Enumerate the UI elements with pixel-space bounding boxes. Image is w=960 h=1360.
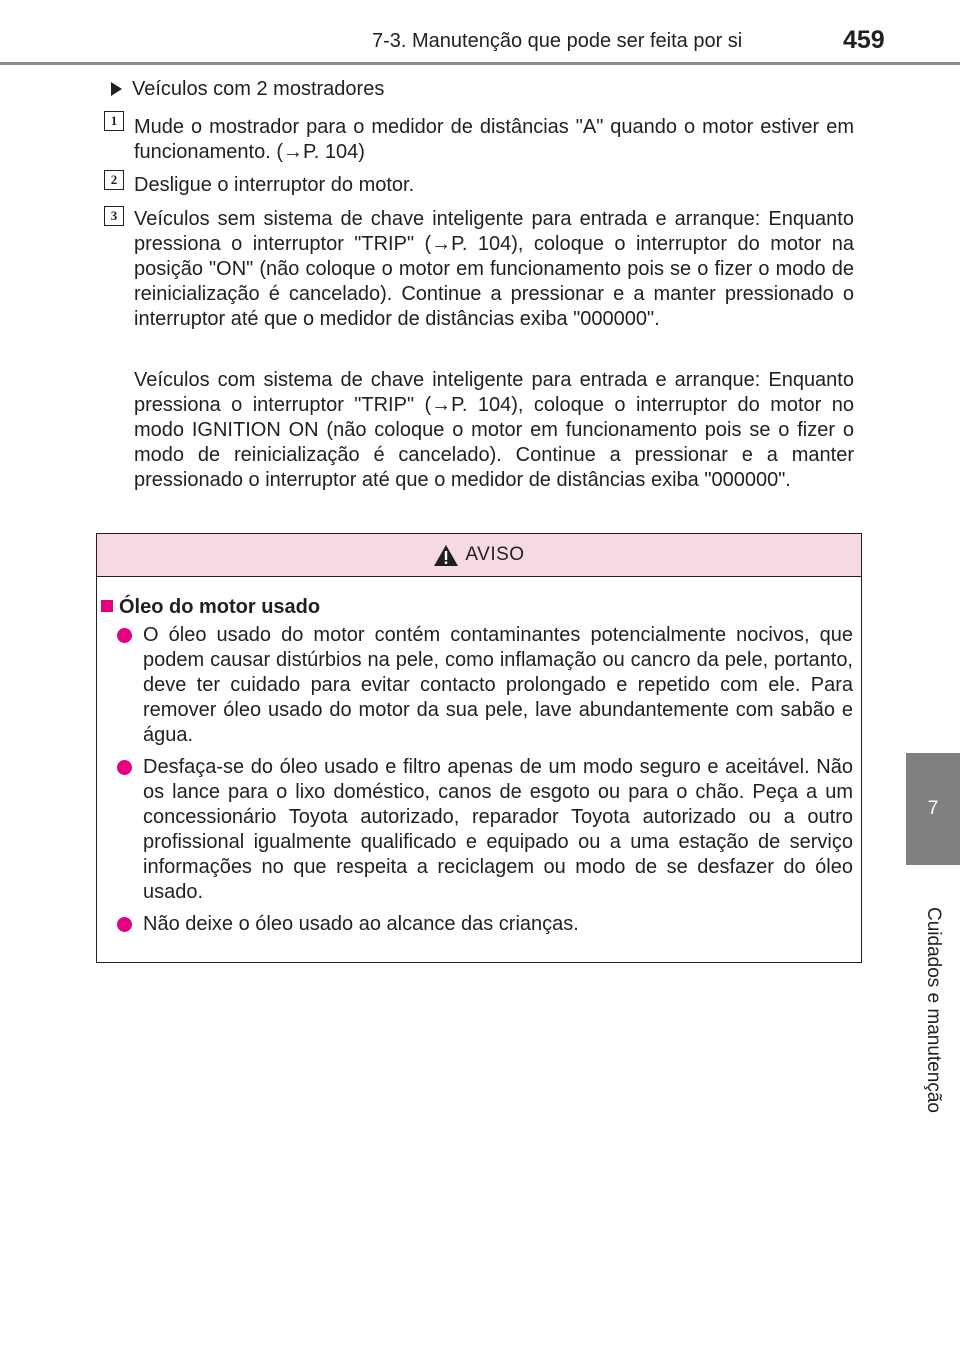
header-divider bbox=[0, 62, 960, 65]
page-number: 459 bbox=[843, 26, 885, 54]
chapter-title: Cuidados e manutenção bbox=[923, 907, 944, 1113]
section-title: 7-3. Manutenção que pode ser feita por si bbox=[372, 30, 743, 52]
warning-box bbox=[96, 533, 862, 963]
triangle-bullet-icon bbox=[111, 82, 122, 96]
variant-heading bbox=[111, 78, 384, 101]
chapter-number: 7 bbox=[927, 798, 939, 819]
step-number-badge: 3 bbox=[104, 206, 124, 226]
warning-title-text: Óleo do motor usado bbox=[119, 596, 321, 618]
circle-bullet-icon bbox=[117, 760, 132, 775]
warning-header bbox=[97, 534, 861, 577]
warning-item: Não deixe o óleo usado ao alcance das crianças. bbox=[143, 913, 579, 935]
warning-triangle-icon bbox=[433, 544, 459, 567]
square-bullet-icon bbox=[101, 600, 113, 612]
chapter-tab bbox=[906, 753, 960, 865]
step-text: Mude o mostrador para o medidor de distâncias "A" quando o motor estiver em funcionamento. (→P. 104) bbox=[134, 116, 854, 163]
warning-label: AVISO bbox=[465, 544, 525, 565]
warning-title bbox=[101, 596, 320, 619]
warning-item: O óleo usado do motor contém contaminantes potencialmente nocivos, que podem causar distúrbios na pele, como inflamação ou cancro da pele, portanto, deve ter cuidado para evitar contacto prolongado e repetido com ele. Para remover óleo usado do motor da sua pele, lave abundantemente com sabão e água. bbox=[143, 624, 853, 746]
step-number-badge: 2 bbox=[104, 170, 124, 190]
circle-bullet-icon bbox=[117, 628, 132, 643]
step-number-badge: 1 bbox=[104, 111, 124, 131]
variant-label: Veículos com 2 mostradores bbox=[132, 78, 385, 100]
warning-item: Desfaça-se do óleo usado e filtro apenas de um modo seguro e aceitável. Não os lance para o lixo doméstico, canos de esgoto ou para o chão. Peça a um concessionário Toyota autorizado, reparador Toyota autorizado ou a outro profissional igualmente qualificado e equipado ou a uma estação de serviço informações no que respeita a reciclagem ou modo de se desfazer do óleo usado. bbox=[143, 756, 853, 903]
step-text-continued: Veículos com sistema de chave inteligente para entrada e arranque: Enquanto pressiona o interruptor "TRIP" (→P. 104), coloque o interruptor do motor no modo IGNITION ON (não coloque o motor em funcionamento pois se o fizer o modo de reinicialização é cancelado). Continue a pressionar e a manter pressionado o interruptor até que o medidor de distâncias exiba "000000". bbox=[134, 369, 854, 491]
circle-bullet-icon bbox=[117, 917, 132, 932]
step-text: Desligue o interruptor do motor. bbox=[134, 174, 415, 196]
step-text: Veículos sem sistema de chave inteligente para entrada e arranque: Enquanto pressiona o interruptor "TRIP" (→P. 104), coloque o interruptor do motor na posição "ON" (não coloque o motor em funcionamento pois se o fizer o modo de reinicialização é cancelado). Continue a pressionar e a manter pressionado o interruptor até que o medidor de distâncias exiba "000000". bbox=[134, 208, 854, 330]
